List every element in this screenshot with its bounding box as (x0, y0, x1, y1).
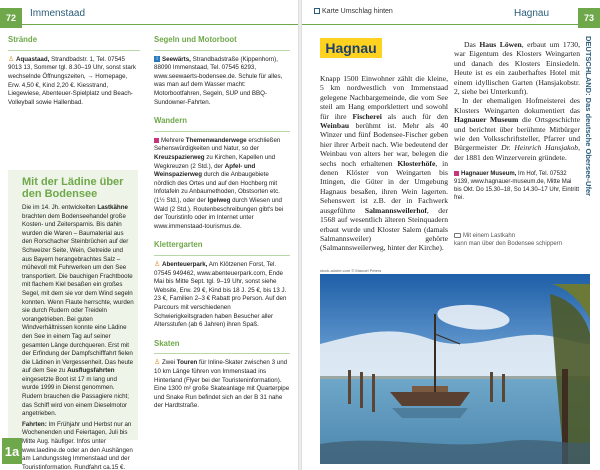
left-page (0, 0, 298, 470)
segeln-entry (154, 56, 290, 108)
box-paragraph-2 (22, 421, 134, 470)
hagnau-intro (320, 74, 448, 253)
text: In der ehemaligen Hofmeisterei des Klosters Weingarten dokumentiert das (454, 96, 580, 115)
text: , der 1881 den Winzerverein gründete. (454, 143, 580, 162)
italic: Dr. Heinrich Hansjakob (501, 143, 579, 153)
box-paragraph-1 (22, 204, 134, 419)
text: erschließen Sehenswürdigkeiten und Natur, so der (154, 136, 281, 153)
vertical-section-title (583, 36, 595, 232)
photo-caption (454, 232, 582, 248)
right-column-2 (454, 40, 580, 202)
straende-text: Strandbadstr. 1, Tel. 07545 9013 13, Sommer tgl. 8.30–19 Uhr, sonst stark wechselnde Öffnungszeiten, → Homepage, Erw. 4,50 €, Kind 2,20 €. Kiesstrand, Liegewiese, Abenteuer-Spielplatz und Beach-Volleyball sowie Hallenbad. (8, 55, 136, 106)
map-icon (314, 8, 320, 14)
section-rule (8, 50, 140, 51)
box-text: Die im 14. Jh. entwickelten (22, 204, 98, 211)
text: durch die Anbaugebiete nördlich des Ortes und auf den Hochberg mit Infotafeln zu Anbaumethoden, Obstsorten etc. (1½ Std.), oder der (154, 171, 280, 204)
heading-wandern: Wandern (154, 116, 188, 126)
box-text: Im Frühjahr und Herbst nur an Wochenenden und Feiertagen, Juli bis Mitte Aug. häufiger. Infos unter www.laedine.de oder an den Aushängen am Landungssteg Immenstaad und der Touristinformation. Rundfahrt ca.15 €. (22, 420, 133, 470)
bold: Salmannsweilerhof (364, 205, 427, 215)
text: Zwei (162, 359, 177, 367)
bold: Kreuzspazierweg (154, 153, 205, 161)
straende-lead: Aquastaad, (16, 55, 50, 63)
text: berühmt ist. Mehr als 40 Winzer und fünf Bodensee-Fischer geben hier ihrer Arbeit nach. Wie bedeutend der Weinbau von alters her war, belegen die sechs noch erhaltenen (320, 121, 448, 168)
bold: Haus Löwen (479, 40, 522, 49)
bold: Klosterhöfe (397, 158, 436, 168)
museum-text: Im Hof, Tel. 07532 9139, www.hagnauer-museum.de, Mitte Mai bis Okt. Do 15.30–18, So 14.30–17 Uhr, Eintritt frei. (454, 171, 580, 202)
caption-line-1: Mit einem Lastkahn (463, 233, 516, 239)
skaten-entry (154, 359, 290, 411)
bold: Themenwanderwege (185, 136, 247, 144)
left-column-2 (154, 30, 290, 413)
header-rule-right (302, 24, 578, 25)
header-rule-left (22, 24, 298, 25)
text: Das (464, 40, 480, 49)
box-text: eingesetzte Boot ist 17 m lang und wurde 1999 in Dienst genommen. Rudern brauchen die Passagiere nicht; das Schiff wird von einem Dieselmotor angetrieben. (22, 375, 129, 418)
running-header-left: Immenstaad (30, 8, 86, 19)
bold: Apfel- und Weinspazierweg (154, 162, 256, 179)
museum-paragraph (454, 96, 580, 162)
right-column-1 (320, 74, 448, 253)
segeln-lead: Seewärts, (162, 55, 191, 63)
box-bold: Fahrten: (22, 420, 47, 428)
box-title: Mit der Lädine über den Bodensee (22, 176, 124, 200)
box-bold: Ausflugsfahrten (67, 367, 115, 375)
klettern-lead: Abenteuerpark, (162, 261, 208, 269)
text: zu Kirchen, Kapellen und Wegkreuzen (2 Std.), der (154, 153, 276, 170)
museum-marker-icon (454, 171, 459, 176)
text: , in denen Klöster von Weingarten bis Ittingen, die Güter in der Umgebung Hagnaus besaßen, ihren Wein lagerten. Sehenswert ist z.B. der in Fachwerk ausgeführte (320, 158, 448, 215)
vertical-title-text: DEUTSCHLAND: Das deutsche Obersee-Ufer (584, 36, 593, 197)
page-number-right: 73 (578, 8, 600, 28)
map-reference (314, 8, 393, 24)
map-reference-label: Karte Umschlag hinten (322, 8, 393, 15)
section-rule (154, 50, 290, 51)
bold: Hagnauer Museum (454, 115, 519, 125)
straende-entry (8, 56, 140, 108)
bold: Touren (176, 359, 198, 367)
haus-loewen-paragraph (454, 40, 580, 96)
heading-skaten: Skaten (154, 338, 180, 348)
camera-icon (454, 233, 461, 238)
text: , der 1568 auf wesentlich älteren Steinquadern erbaut wurde und Kloster Salem (damals Salmannsweiler) gehörte (Salmannsweilerweg, hinter der Kirche). (320, 205, 448, 253)
person-icon: ♙ (8, 55, 15, 63)
person-icon: ♙ (154, 260, 161, 268)
bold: Igelweg (207, 196, 231, 204)
person-icon: ♙ (154, 359, 161, 367)
heading-straende: Strände (8, 35, 38, 44)
museum-lead: Hagnauer Museum, (461, 171, 517, 178)
klettern-entry (154, 261, 290, 330)
left-column-1 (8, 30, 140, 109)
box-bold: Lastkähne (97, 204, 128, 211)
bold: Fischerei (352, 111, 382, 121)
text: durch Wiesen und Wald (2 Std.). Routenbeschreibungen gibt's bei der Touristinfo oder im Internet unter www.immenstaad-tourismus.de. (154, 196, 284, 230)
hagnau-title-badge: Hagnau (320, 38, 382, 58)
wandern-entry (154, 137, 290, 232)
text: als auch für den (381, 111, 448, 121)
heading-klettergarten: Klettergarten (154, 240, 203, 250)
text: die Ortsgeschichte und berichtet über berühmte Mitbürger wie den Volksschriftsteller, Pfarrer und Bürgermeister (454, 115, 581, 153)
section-rule (154, 255, 290, 256)
hiking-marker-icon (154, 138, 159, 143)
text: für Inline-Skater zwischen 3 und 10 km Länge führen von Immenstaad ins Hinterland (Flyer bei der Touristeninformation). Eine 1300 m² große Skateanlage mit Quarterpipe und Snake Run befindet sich an der B 31 nahe der Hardtstraße. (154, 359, 290, 410)
klettern-text: Am Klötzenen Forst, Tel. 07545 949462, www.abenteuerpark.com, Ende Mai bis Mitte Sept. tgl. 9–19 Uhr, sonst siehe Website, Erw. 29 €, Kind bis 18 J. 25 €, bis 13 J. 23 €, Familien 2–3 € Rabatt pro Person. Auf den Parcours mit verschiedenen Schwierigkeitsgraden haben Besucher aller Altersstufen (ab 6 Jahren) ihren Spaß. (154, 261, 287, 329)
caption-line-2: kann man über den Bodensee schippern (454, 241, 563, 247)
lake-boat-photo (320, 274, 590, 464)
text: Knapp 1500 Einwohner zählt die kleine, 5 km nordwestlich von Immenstaad gelegene Nachbargemeinde, die vom See steil am Hang emporklettert und sowohl für ihre (320, 74, 448, 121)
info-icon: i (154, 56, 160, 62)
museum-entry (454, 170, 580, 202)
chapter-tag: 1a (2, 438, 22, 464)
section-rule (154, 131, 290, 132)
page-number-left: 72 (0, 8, 22, 28)
text: Mehrere (161, 136, 186, 144)
box-text: brachten dem Bodenseehandel große Kosten- und Zeitersparnis. Bis dahin wurden die Waren – Baumaterial aus den Rorschacher Steinbrüchen auf der Schweizer Seite, Wein, Getreide und aus Bayern herangebrachtes Salz – mühevoll mit Fuhrwerken um den See transportiert. Die bauchigen Frachtboote mit flachem Kiel besaßen ein großes Segel, mit dem sie vor dem Wind segeln konnten. Wenn Flaute herrschte, wurden sie durch Rudern oder Treideln vorangetrieben. Bei guten Windverhältnissen konnte eine Lädine den See in einem Tag auf seiner gesamten Länge durchqueren. Erst mit der Erfindung der Dampfschifffahrt fielen die Lädinen in Vergessenheit. Das heute auf dem See zu (22, 212, 134, 375)
running-header-right: Hagnau (514, 8, 550, 19)
photo-illustration (320, 274, 590, 464)
section-rule (154, 353, 290, 354)
photo-credit: stock.adobe.com © Manuel Peters (320, 268, 382, 273)
heading-segeln: Segeln und Motorboot (154, 35, 237, 44)
segeln-text: Strandbadstraße (Kippenhorn), 88090 Immenstaad, Tel. 07545 6293, www.seewaerts-bodensee.de. Schule für alles, was man auf dem Wasser macht: Motorbootfahren, Segeln, SUP und BBQ-Sundowner-Fahrten. (154, 55, 283, 106)
text: , erbaut um 1730, war Eigentum des Klosters Weingarten und danach des Klosters Einsiedeln. Heute ist es ein zauberhaftes Hotel mit einem idyllischen Garten (Hansjakobstr. 2, siehe bei Unterkunft). (454, 40, 580, 97)
box-body (8, 204, 138, 470)
bold: Weinbau (320, 121, 350, 131)
